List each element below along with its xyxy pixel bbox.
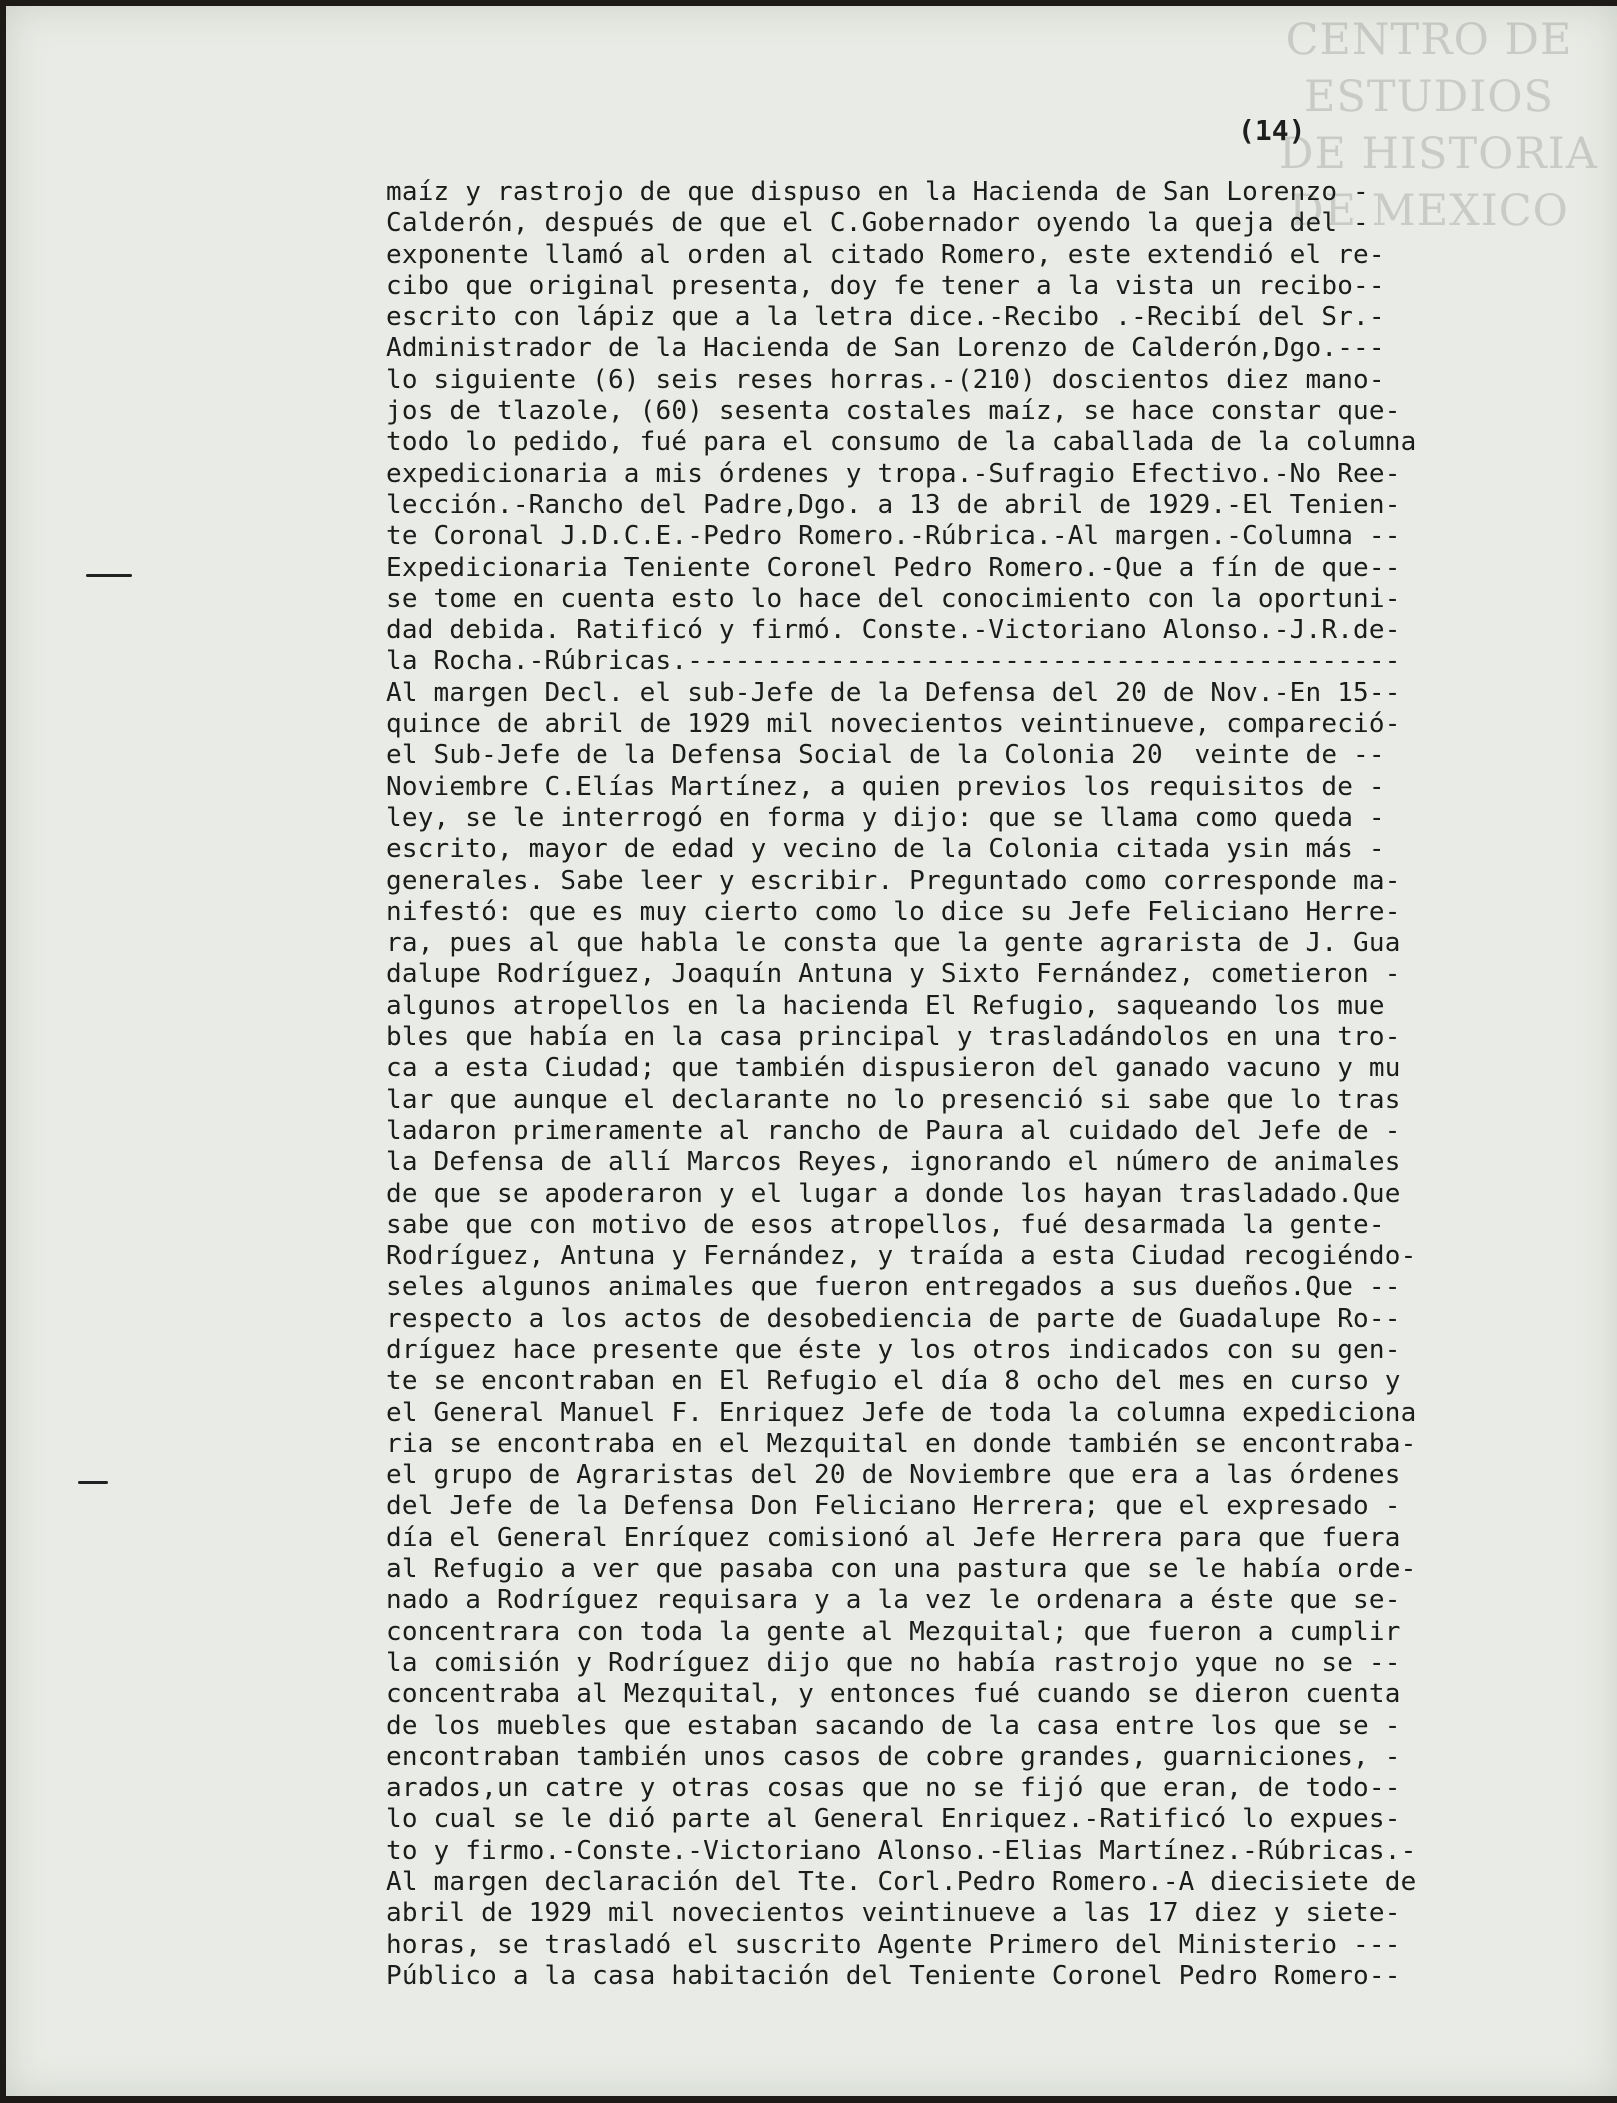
- text-line: dad debida. Ratificó y firmó. Conste.-Victoriano Alonso.-J.R.de-: [386, 615, 1401, 646]
- text-line: seles algunos animales que fueron entregados a sus dueños.Que --: [386, 1272, 1401, 1303]
- text-line: te se encontraban en El Refugio el día 8 ocho del mes en curso y: [386, 1366, 1401, 1397]
- text-line: Público a la casa habitación del Teniente Coronel Pedro Romero--: [386, 1960, 1401, 1991]
- text-line: ca a esta Ciudad; que también dispusieron del ganado vacuno y mu: [386, 1053, 1401, 1084]
- text-line: exponente llamó al orden al citado Romero, este extendió el re-: [386, 239, 1385, 270]
- text-line: horas, se trasladó el suscrito Agente Primero del Ministerio ---: [386, 1929, 1401, 1960]
- text-line: to y firmo.-Conste.-Victoriano Alonso.-Elias Martínez.-Rúbricas.-: [386, 1835, 1417, 1866]
- watermark-line: ESTUDIOS: [1304, 72, 1554, 122]
- watermark-line: CENTRO DE: [1285, 15, 1573, 65]
- text-line: sabe que con motivo de esos atropellos, fué desarmada la gente-: [386, 1209, 1385, 1240]
- text-line: Noviembre C.Elías Martínez, a quien previos los requisitos de -: [386, 771, 1385, 802]
- watermark-line: DE HISTORIA: [1279, 129, 1598, 179]
- margin-mark: [86, 574, 132, 577]
- text-line: ra, pues al que habla le consta que la gente agrarista de J. Gua: [386, 928, 1401, 959]
- text-line: Expedicionaria Teniente Coronel Pedro Romero.-Que a fín de que--: [386, 552, 1401, 583]
- text-line: lo siguiente (6) seis reses horras.-(210) doscientos diez mano-: [386, 364, 1385, 395]
- text-line: el General Manuel F. Enriquez Jefe de toda la columna expediciona: [386, 1397, 1417, 1428]
- text-line: ladaron primeramente al rancho de Paura al cuidado del Jefe de -: [386, 1115, 1401, 1146]
- text-line: nifestó: que es muy cierto como lo dice su Jefe Feliciano Herre-: [386, 896, 1401, 927]
- text-line: lección.-Rancho del Padre,Dgo. a 13 de abril de 1929.-El Tenien-: [386, 489, 1401, 520]
- text-line: concentrara con toda la gente al Mezquital; que fueron a cumplir: [386, 1616, 1401, 1647]
- text-line: del Jefe de la Defensa Don Feliciano Herrera; que el expresado -: [386, 1491, 1401, 1522]
- text-line: ley, se le interrogó en forma y dijo: que se llama como queda -: [386, 802, 1385, 833]
- text-line: Administrador de la Hacienda de San Lorenzo de Calderón,Dgo.---: [386, 333, 1385, 364]
- text-line: la Rocha.-Rúbricas.---------------------------------------------: [386, 646, 1401, 677]
- text-line: generales. Sabe leer y escribir. Preguntado como corresponde ma-: [386, 865, 1401, 896]
- text-line: cibo que original presenta, doy fe tener a la vista un recibo--: [386, 270, 1385, 301]
- text-line: bles que había en la casa principal y trasladándolos en una tro-: [386, 1022, 1401, 1053]
- text-line: lar que aunque el declarante no lo presenció si sabe que lo tras: [386, 1084, 1401, 1115]
- text-line: escrito con lápiz que a la letra dice.-Recibo .-Recibí del Sr.-: [386, 302, 1385, 333]
- text-line: la comisión y Rodríguez dijo que no había rastrojo yque no se --: [386, 1647, 1401, 1678]
- text-line: todo lo pedido, fué para el consumo de la caballada de la columna: [386, 427, 1417, 458]
- text-line: Al margen Decl. el sub-Jefe de la Defensa del 20 de Nov.-En 15--: [386, 677, 1401, 708]
- text-line: la Defensa de allí Marcos Reyes, ignorando el número de animales: [386, 1147, 1401, 1178]
- text-line: de que se apoderaron y el lugar a donde los hayan trasladado.Que: [386, 1178, 1401, 1209]
- text-line: quince de abril de 1929 mil novecientos veintinueve, compareció-: [386, 709, 1401, 740]
- text-line: jos de tlazole, (60) sesenta costales maíz, se hace constar que-: [386, 396, 1401, 427]
- page-number: (14): [1238, 114, 1306, 147]
- document-body: [386, 177, 1601, 1992]
- text-line: expedicionaria a mis órdenes y tropa.-Sufragio Efectivo.-No Ree-: [386, 458, 1401, 489]
- text-line: Calderón, después de que el C.Gobernador oyendo la queja del -: [386, 208, 1369, 239]
- text-line: maíz y rastrojo de que dispuso en la Hacienda de San Lorenzo -: [386, 177, 1369, 207]
- text-line: escrito, mayor de edad y vecino de la Colonia citada ysin más -: [386, 834, 1385, 865]
- text-line: nado a Rodríguez requisara y a la vez le ordenara a éste que se-: [386, 1585, 1401, 1616]
- text-line: dalupe Rodríguez, Joaquín Antuna y Sixto Fernández, cometieron -: [386, 959, 1401, 990]
- text-line: dríguez hace presente que éste y los otros indicados con su gen-: [386, 1334, 1401, 1365]
- text-line: algunos atropellos en la hacienda El Refugio, saqueando los mue: [386, 990, 1385, 1021]
- text-line: el Sub-Jefe de la Defensa Social de la Colonia 20 veinte de --: [386, 740, 1385, 771]
- document-sheet: [6, 6, 1617, 2096]
- text-line: arados,un catre y otras cosas que no se fijó que eran, de todo--: [386, 1773, 1401, 1804]
- watermark-line: DE MEXICO: [1289, 186, 1569, 236]
- text-line: lo cual se le dió parte al General Enriquez.-Ratificó lo expues-: [386, 1804, 1401, 1835]
- text-line: abril de 1929 mil novecientos veintinueve a las 17 diez y siete-: [386, 1898, 1401, 1929]
- text-line: de los muebles que estaban sacando de la casa entre los que se -: [386, 1710, 1401, 1741]
- text-line: el grupo de Agraristas del 20 de Noviembre que era a las órdenes: [386, 1460, 1401, 1491]
- text-line: Al margen declaración del Tte. Corl.Pedro Romero.-A diecisiete de: [386, 1867, 1417, 1898]
- text-line: se tome en cuenta esto lo hace del conocimiento con la oportuni-: [386, 583, 1401, 614]
- text-line: ria se encontraba en el Mezquital en donde también se encontraba-: [386, 1428, 1417, 1459]
- margin-mark: [78, 1481, 108, 1484]
- text-line: te Coronal J.D.C.E.-Pedro Romero.-Rúbrica.-Al margen.-Columna --: [386, 521, 1401, 552]
- text-line: respecto a los actos de desobediencia de parte de Guadalupe Ro--: [386, 1303, 1401, 1334]
- text-line: encontraban también unos casos de cobre grandes, guarniciones, -: [386, 1741, 1401, 1772]
- text-line: Rodríguez, Antuna y Fernández, y traída a esta Ciudad recogiéndo-: [386, 1241, 1417, 1272]
- text-line: concentraba al Mezquital, y entonces fué cuando se dieron cuenta: [386, 1679, 1401, 1710]
- text-line: día el General Enríquez comisionó al Jefe Herrera para que fuera: [386, 1522, 1401, 1553]
- text-line: al Refugio a ver que pasaba con una pastura que se le había orde-: [386, 1554, 1417, 1585]
